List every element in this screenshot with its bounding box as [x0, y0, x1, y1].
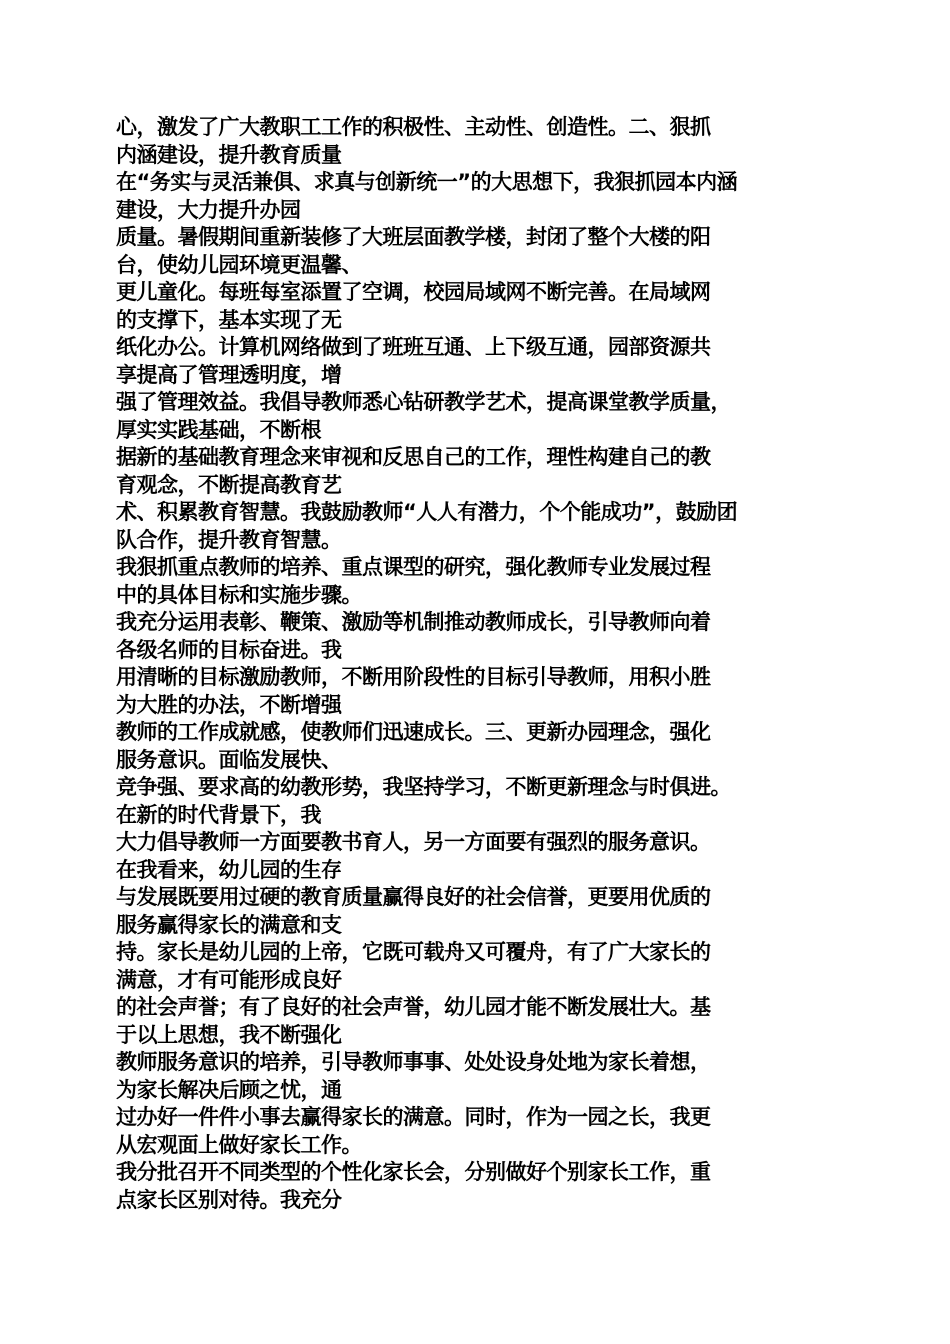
text-line: 于以上思想，我不断强化 — [116, 1022, 342, 1047]
text-line: 质量。暑假期间重新装修了大班层面教学楼，封闭了整个大楼的阳 — [116, 225, 711, 249]
text-line: 建设，大力提升办园 — [116, 197, 301, 222]
text-line: 持。家长是幼儿园的上帝，它既可载舟又可覆舟，有了广大家长的 — [116, 940, 711, 964]
paragraph — [116, 1159, 846, 1214]
text-line: 队合作，提升教育智慧。 — [116, 527, 342, 552]
text-line: 厚实实践基础，不断根 — [116, 417, 321, 442]
text-line: 更儿童化。每班每室添置了空调，校园局域网不断完善。在局域网 — [116, 280, 711, 304]
text-line: 教师服务意识的培养，引导教师事事、处处设身处地为家长着想， — [116, 1050, 711, 1074]
paragraph — [116, 884, 846, 939]
text-line: 在我看来，幼儿园的生存 — [116, 857, 342, 882]
paragraph — [116, 389, 846, 444]
paragraph — [116, 719, 846, 774]
text-line: 术、积累教育智慧。我鼓励教师“人人有潜力，个个能成功”，鼓励团 — [116, 500, 738, 524]
text-line: 中的具体目标和实施步骤。 — [116, 582, 362, 607]
text-line: 满意，才有可能形成良好 — [116, 967, 342, 992]
paragraph — [116, 994, 846, 1049]
text-line: 在“务实与灵活兼俱、求真与创新统一”的大思想下，我狠抓园本内涵 — [116, 170, 738, 194]
paragraph — [116, 939, 846, 994]
paragraph — [116, 554, 846, 609]
text-line: 在新的时代背景下，我 — [116, 802, 321, 827]
paragraph — [116, 114, 846, 169]
text-line: 育观念，不断提高教育艺 — [116, 472, 342, 497]
text-line: 为大胜的办法，不断增强 — [116, 692, 342, 717]
text-line: 教师的工作成就感，使教师们迅速成长。三、更新办园理念，强化 — [116, 720, 711, 744]
text-line: 服务意识。面临发展快、 — [116, 747, 342, 772]
paragraph — [116, 829, 846, 884]
paragraph — [116, 664, 846, 719]
text-line: 各级名师的目标奋进。我 — [116, 637, 342, 662]
text-line: 竞争强、要求高的幼教形势，我坚持学习，不断更新理念与时俱进。 — [116, 775, 731, 799]
text-line: 用清晰的目标激励教师，不断用阶段性的目标引导教师，用积小胜 — [116, 665, 711, 689]
text-line: 纸化办公。计算机网络做到了班班互通、上下级互通，园部资源共 — [116, 335, 711, 359]
document-body — [116, 114, 846, 1214]
text-line: 强了管理效益。我倡导教师悉心钻研教学艺术，提高课堂教学质量， — [116, 390, 731, 414]
paragraph — [116, 279, 846, 334]
paragraph — [116, 224, 846, 279]
text-line: 与发展既要用过硬的教育质量赢得良好的社会信誉，更要用优质的 — [116, 885, 711, 909]
paragraph — [116, 1104, 846, 1159]
text-line: 服务赢得家长的满意和支 — [116, 912, 342, 937]
paragraph — [116, 1049, 846, 1104]
text-line: 为家长解决后顾之忧，通 — [116, 1077, 342, 1102]
paragraph — [116, 169, 846, 224]
text-line: 台，使幼儿园环境更温馨、 — [116, 252, 362, 277]
text-line: 我分批召开不同类型的个性化家长会，分别做好个别家长工作，重 — [116, 1160, 711, 1184]
text-line: 享提高了管理透明度，增 — [116, 362, 342, 387]
text-line: 据新的基础教育理念来审视和反思自己的工作，理性构建自己的教 — [116, 445, 711, 469]
paragraph — [116, 499, 846, 554]
text-line: 的社会声誉；有了良好的社会声誉，幼儿园才能不断发展壮大。基 — [116, 995, 711, 1019]
paragraph — [116, 609, 846, 664]
text-line: 点家长区别对待。我充分 — [116, 1187, 342, 1212]
paragraph — [116, 334, 846, 389]
paragraph — [116, 444, 846, 499]
text-line: 大力倡导教师一方面要教书育人，另一方面要有强烈的服务意识。 — [116, 830, 711, 854]
text-line: 的支撑下，基本实现了无 — [116, 307, 342, 332]
text-line: 心，激发了广大教职工工作的积极性、主动性、创造性。二、狠抓 — [116, 115, 711, 139]
text-line: 我狠抓重点教师的培养、重点课型的研究，强化教师专业发展过程 — [116, 555, 711, 579]
text-line: 内涵建设，提升教育质量 — [116, 142, 342, 167]
text-line: 我充分运用表彰、鞭策、激励等机制推动教师成长，引导教师向着 — [116, 610, 711, 634]
text-line: 过办好一件件小事去赢得家长的满意。同时，作为一园之长，我更 — [116, 1105, 711, 1129]
paragraph — [116, 774, 846, 829]
text-line: 从宏观面上做好家长工作。 — [116, 1132, 362, 1157]
